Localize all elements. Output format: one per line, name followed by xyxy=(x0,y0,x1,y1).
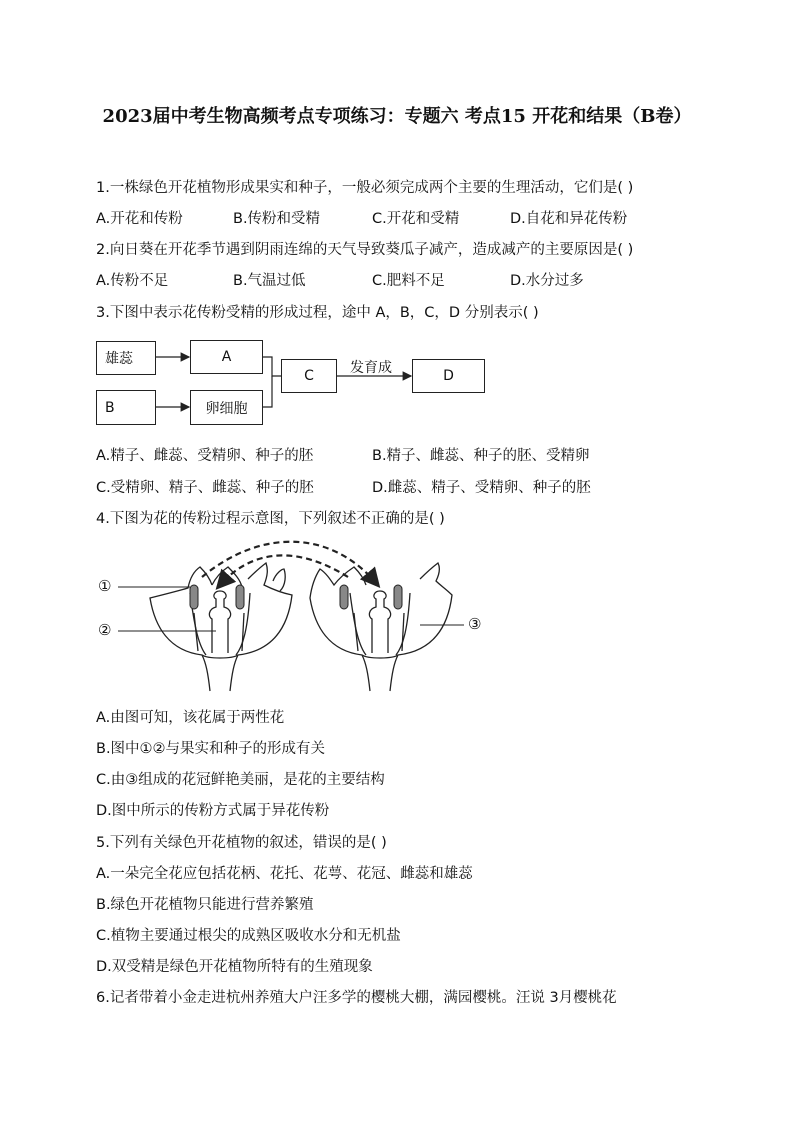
diagram-box-stamen: 雄蕊 xyxy=(96,341,156,375)
right-flower-anther-2 xyxy=(394,585,402,609)
diagram-connectors xyxy=(0,0,794,440)
question-4-stem: 4.下图为花的传粉过程示意图，下列叙述不正确的是( ) xyxy=(96,511,445,527)
question-5-option-c: C.植物主要通过根尖的成熟区吸收水分和无机盐 xyxy=(96,928,401,944)
figure-label-2: ② xyxy=(98,621,112,639)
page-title: 2023届中考生物高频考点专项练习：专题六 考点15 开花和结果（B卷） xyxy=(102,106,692,127)
question-3-option-d: D.雌蕊、精子、受精卵、种子的胚 xyxy=(372,480,591,496)
diagram-box-b: B xyxy=(96,390,156,425)
question-2-option-b: B.气温过低 xyxy=(233,273,306,289)
diagram-box-d: D xyxy=(412,359,485,393)
question-5-option-d: D.双受精是绿色开花植物所特有的生殖现象 xyxy=(96,959,373,975)
left-flower-anther-2 xyxy=(236,585,244,609)
left-flower xyxy=(150,563,292,691)
question-5-stem: 5.下列有关绿色开花植物的叙述，错误的是( ) xyxy=(96,835,387,851)
question-4-option-a: A.由图可知，该花属于两性花 xyxy=(96,710,285,726)
diagram-box-egg-cell: 卵细胞 xyxy=(190,390,263,425)
question-1-option-c: C.开花和受精 xyxy=(372,211,460,227)
question-3-option-b: B.精子、雌蕊、种子的胚、受精卵 xyxy=(372,448,590,464)
question-1-option-d: D.自花和异花传粉 xyxy=(510,211,628,227)
right-flower-anther-1 xyxy=(340,585,348,609)
diagram-box-c: C xyxy=(281,359,337,393)
question-1-stem: 1.一株绿色开花植物形成果实和种子，一般必须完成两个主要的生理活动，它们是( ) xyxy=(96,180,634,196)
diagram-arrow-label: 发育成 xyxy=(350,360,392,376)
question-2-option-c: C.肥料不足 xyxy=(372,273,445,289)
question-3-option-c: C.受精卵、精子、雌蕊、种子的胚 xyxy=(96,480,314,496)
question-3-stem: 3.下图中表示花传粉受精的形成过程，途中 A，B，C，D 分别表示( ) xyxy=(96,305,539,321)
bracket-a xyxy=(263,357,281,376)
figure-label-3: ③ xyxy=(468,615,482,633)
bracket-egg xyxy=(263,376,272,407)
question-2-stem: 2.向日葵在开花季节遇到阴雨连绵的天气导致葵瓜子减产，造成减产的主要原因是( ) xyxy=(96,242,634,258)
pollination-arrow-right xyxy=(202,542,376,583)
question-2-option-a: A.传粉不足 xyxy=(96,273,169,289)
left-flower-anther-1 xyxy=(190,585,198,609)
question-5-option-b: B.绿色开花植物只能进行营养繁殖 xyxy=(96,897,314,913)
question-1-option-b: B.传粉和受精 xyxy=(233,211,321,227)
right-flower xyxy=(310,563,452,691)
question-4-option-c: C.由③组成的花冠鲜艳美丽，是花的主要结构 xyxy=(96,772,385,788)
diagram-box-a: A xyxy=(190,340,263,374)
figure-label-1: ① xyxy=(98,577,112,595)
question-6-stem: 6.记者带着小金走进杭州养殖大户汪多学的樱桃大棚，满园樱桃。汪说 3月樱桃花 xyxy=(96,990,617,1006)
question-5-option-a: A.一朵完全花应包括花柄、花托、花萼、花冠、雌蕊和雄蕊 xyxy=(96,866,473,882)
question-3-option-a: A.精子、雌蕊、受精卵、种子的胚 xyxy=(96,448,314,464)
pollination-figure xyxy=(90,533,500,698)
question-4-option-b: B.图中①②与果实和种子的形成有关 xyxy=(96,741,326,757)
question-1-option-a: A.开花和传粉 xyxy=(96,211,183,227)
question-2-option-d: D.水分过多 xyxy=(510,273,584,289)
question-4-option-d: D.图中所示的传粉方式属于异花传粉 xyxy=(96,803,330,819)
